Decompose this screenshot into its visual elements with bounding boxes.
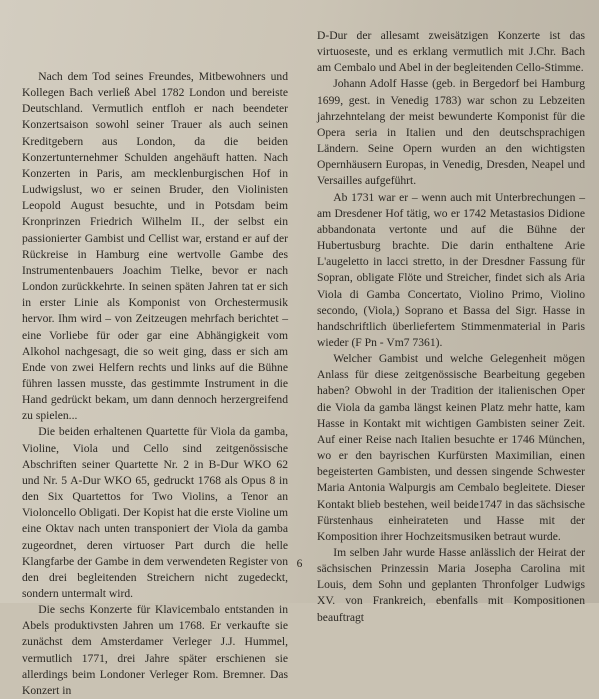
paragraph: Im selben Jahr wurde Hasse anlässlich der Heirat der sächsischen Prinzessin Maria Josepha Carolina mit Louis, dem Sohn und geplanten Thronfolger Ludwigs XV. von Frankreich, ebenfalls mit Kompositionen beauftragt xyxy=(317,546,585,624)
paragraph-continued: D-Dur der allesamt zweisätzigen Konzerte ist das virtuoseste, und es erklang vermutlich mit J.Chr. Bach am Cembalo und Abel in der begleitenden Cello-Stimme. xyxy=(317,29,585,75)
left-text-column xyxy=(22,14,288,699)
paragraph: Ab 1731 war er – wenn auch mit Unterbrechungen – am Dresdener Hof tätig, wo er 1742 Metastasios Didione abbandonata vertonte und auf die Bühne der Hubertusburg brachte. Die darin enthaltene Arie L'augeletto in lacci stretto, in der Dresdner Fassung für Sopran, obligate Flöte und Streicher, findet sich als Aria Viola di Gamba Concertato, Violino Primo, Violino secondo, (Viola,) Soprano et Bassa del Sigr. Hasse in handschriftlich überliefertem Stimmenmaterial in Paris wieder (F Pn - Vm7 7361). xyxy=(317,190,585,349)
paragraph: Johann Adolf Hasse (geb. in Bergedorf bei Hamburg 1699, gest. in Venedig 1783) war schon zu Lebzeiten jahrzehntelang der meist bewunderte Komponist für die Opera seria in Italien und den deutschsprachigen Ländern. Seine Opern wurden an den wichtigsten Opernhäusern Europas, in Venedig, Dresden, Neapel und Versailles aufgeführt. xyxy=(317,77,585,188)
right-text-column xyxy=(317,28,585,626)
paragraph: Die sechs Konzerte für Klavicembalo entstanden in Abels produktivsten Jahren um 1768. Er verkaufte sie zunächst dem Amsterdamer Verleger J.J. Hummel, vermutlich 1771, drei Jahre später erschienen sie allerdings beim Londoner Verleger Rom. Bremner. Das Konzert in xyxy=(22,603,288,697)
paragraph: Nach dem Tod seines Freundes, Mitbewohners und Kollegen Bach verließ Abel 1782 London und bereiste Deutschland. Vermutlich entfloh er nach beendeter Konzertsaison sowohl seiner Trauer als auch seinen Kreditgebern aus London, da die beiden Konzertunternehmer Schulden angehäuft hatten. Nach Konzerten in Paris, am mecklenburgischen Hof in Ludwigslust, wo er seinen Bruder, den Violinisten Leopold August besuchte, und in Potsdam beim Kronprinzen Friedrich Wilhelm II., der selbst ein passionierter Gambist und Cellist war, erstand er auf der Rückreise in Hamburg eine wertvolle Gambe des Instrumentenbauers Joachim Tielke, bevor er nach London zurückkehrte. In seinen späten Jahren tat er sich in erster Linie als Komponist von Orchestermusik hervor. Ihm wird – von Zeitzeugen mehrfach berichtet – eine Vorliebe für oder gar eine Abhängigkeit vom Alkohol nachgesagt, die so weit ging, dass er sich am Ende von zwei Helfern rechts und links auf die Bühne führen lassen musste, das gestimmte Instrument in die Hand gedrückt bekam, um dann dennoch herzergreifend zu spielen... xyxy=(22,70,288,423)
paragraph: Die beiden erhaltenen Quartette für Viola da gamba, Violine, Viola und Cello sind zeitgenössische Abschriften seiner Quartette Nr. 2 in B-Dur WKO 62 und Nr. 5 A-Dur WKO 65, gedruckt 1768 als Opus 8 in den Six Quartettos for Two Violins, a Tenor an Violoncello Obligati. Der Kopist hat die erste Violine um eine Oktav nach unten transponiert der Viola da gamba zugeordnet, deren virtuoser Part durch die helle Klangfarbe der Gambe in dem verwendeten Register von den drei begleitenden Streichern nicht zugedeckt, sondern untermalt wird. xyxy=(22,425,288,600)
page-number: 6 xyxy=(296,558,303,570)
paragraph: Welcher Gambist und welche Gelegenheit mögen Anlass für diese zeitgenössische Bearbeitung gegeben haben? Obwohl in der Tradition der italienischen Oper die Viola da gamba längst keinen Platz mehr hatte, kam Hasse in Kontakt mit wichtigen Gambisten seiner Zeit. Auf einer Reise nach Italien besuchte er 1746 München, wo er den bayrischen Kurfürsten Maximilian, einen begeisterten Gambisten, und dessen singende Schwester Maria Antonia Walpurgis am Cembalo begleitete. Dieser Kontakt blieb bestehen, weil beide1747 in das sächsische Fürstenhaus einheirateten und Hasse mit der Komposition ihrer Hochzeitsmusiken betraut wurde. xyxy=(317,352,585,543)
